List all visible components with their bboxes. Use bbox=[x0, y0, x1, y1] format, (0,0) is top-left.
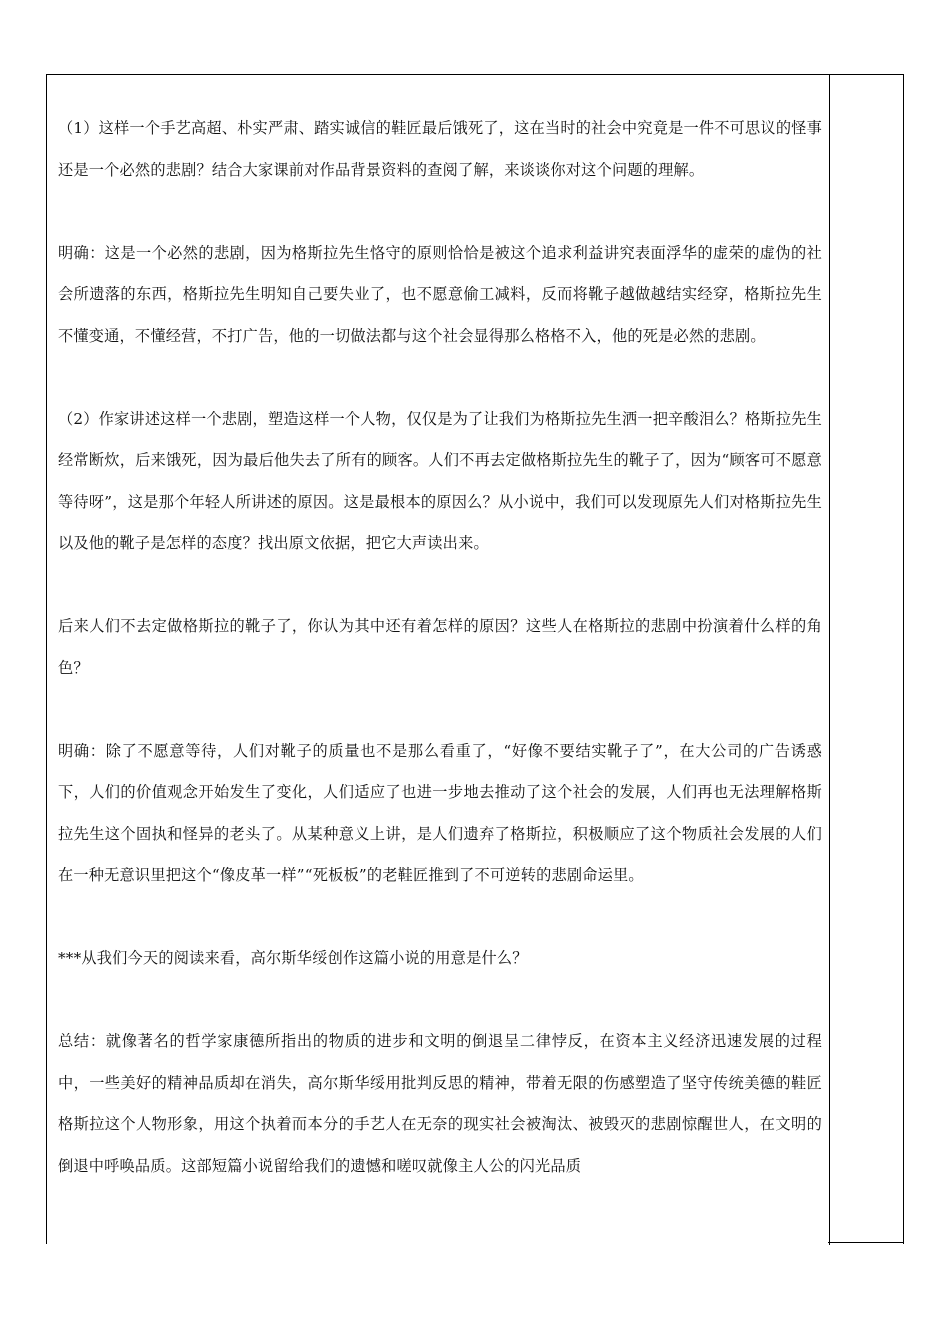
question-1-paragraph: （1）这样一个手艺高超、朴实严肃、踏实诚信的鞋匠最后饿死了，这在当时的社会中究竟是一件不可思议的怪事还是一个必然的悲剧？结合大家课前对作品背景资料的查阅了解，来谈谈你对这个问题的理解。 bbox=[58, 119, 822, 179]
column-divider bbox=[829, 75, 830, 1245]
summary-paragraph: 总结：就像著名的哲学家康德所指出的物质的进步和文明的倒退呈二律悖反，在资本主义经济迅速发展的过程中，一些美好的精神品质却在消失，高尔斯华绥用批判反思的精神，带着无限的伤感塑造了坚守传统美德的鞋匠格斯拉这个人物形象，用这个执着而本分的手艺人在无奈的现实社会被淘汰、被毁灭的悲剧惊醒世人，在文明的倒退中呼唤品质。这部短篇小说留给我们的遗憾和嗟叹就像主人公的闪光品质 bbox=[58, 1032, 822, 1175]
side-cell-bottom-border bbox=[828, 1242, 904, 1243]
answer-2-paragraph: 明确：除了不愿意等待，人们对靴子的质量也不是那么看重了，“好像不要结实靴子了”，在大公司的广告诱惑下，人们的价值观念开始发生了变化，人们适应了也进一步地去推动了这个社会的发展，人们再也无法理解格斯拉先生这个固执和怪异的老头了。从某种意义上讲，是人们遗弃了格斯拉，积极顺应了这个物质社会发展的人们在一种无意识里把这个“像皮革一样”“死板板”的老鞋匠推到了不可逆转的悲剧命运里。 bbox=[58, 741, 822, 884]
question-2-paragraph: （2）作家讲述这样一个悲剧，塑造这样一个人物，仅仅是为了让我们为格斯拉先生洒一把辛酸泪么？格斯拉先生经常断炊，后来饿死，因为最后他失去了所有的顾客。人们不再去定做格斯拉先生的靴子了，因为“顾客可不愿意等待呀”，这是那个年轻人所讲述的原因。这是最根本的原因么？从小说中，我们可以发现原先人们对格斯拉先生以及他的靴子是怎样的态度？找出原文依据，把它大声读出来。 bbox=[58, 409, 822, 552]
follow-up-question-paragraph: 后来人们不去定做格斯拉的靴子了，你认为其中还有着怎样的原因？这些人在格斯拉的悲剧中扮演着什么样的角色？ bbox=[58, 617, 822, 677]
main-text-cell bbox=[58, 108, 822, 1245]
question-3-paragraph: ***从我们今天的阅读来看，高尔斯华绥创作这篇小说的用意是什么？ bbox=[58, 949, 528, 967]
answer-1-paragraph: 明确：这是一个必然的悲剧，因为格斯拉先生恪守的原则恰恰是被这个追求利益讲究表面浮华的虚荣的虚伪的社会所遗落的东西，格斯拉先生明知自己要失业了，也不愿意偷工减料，反而将靴子越做越结实经穿，格斯拉先生不懂变通，不懂经营，不打广告，他的一切做法都与这个社会显得那么格格不入，他的死是必然的悲剧。 bbox=[58, 243, 822, 345]
content-table bbox=[46, 74, 904, 1244]
